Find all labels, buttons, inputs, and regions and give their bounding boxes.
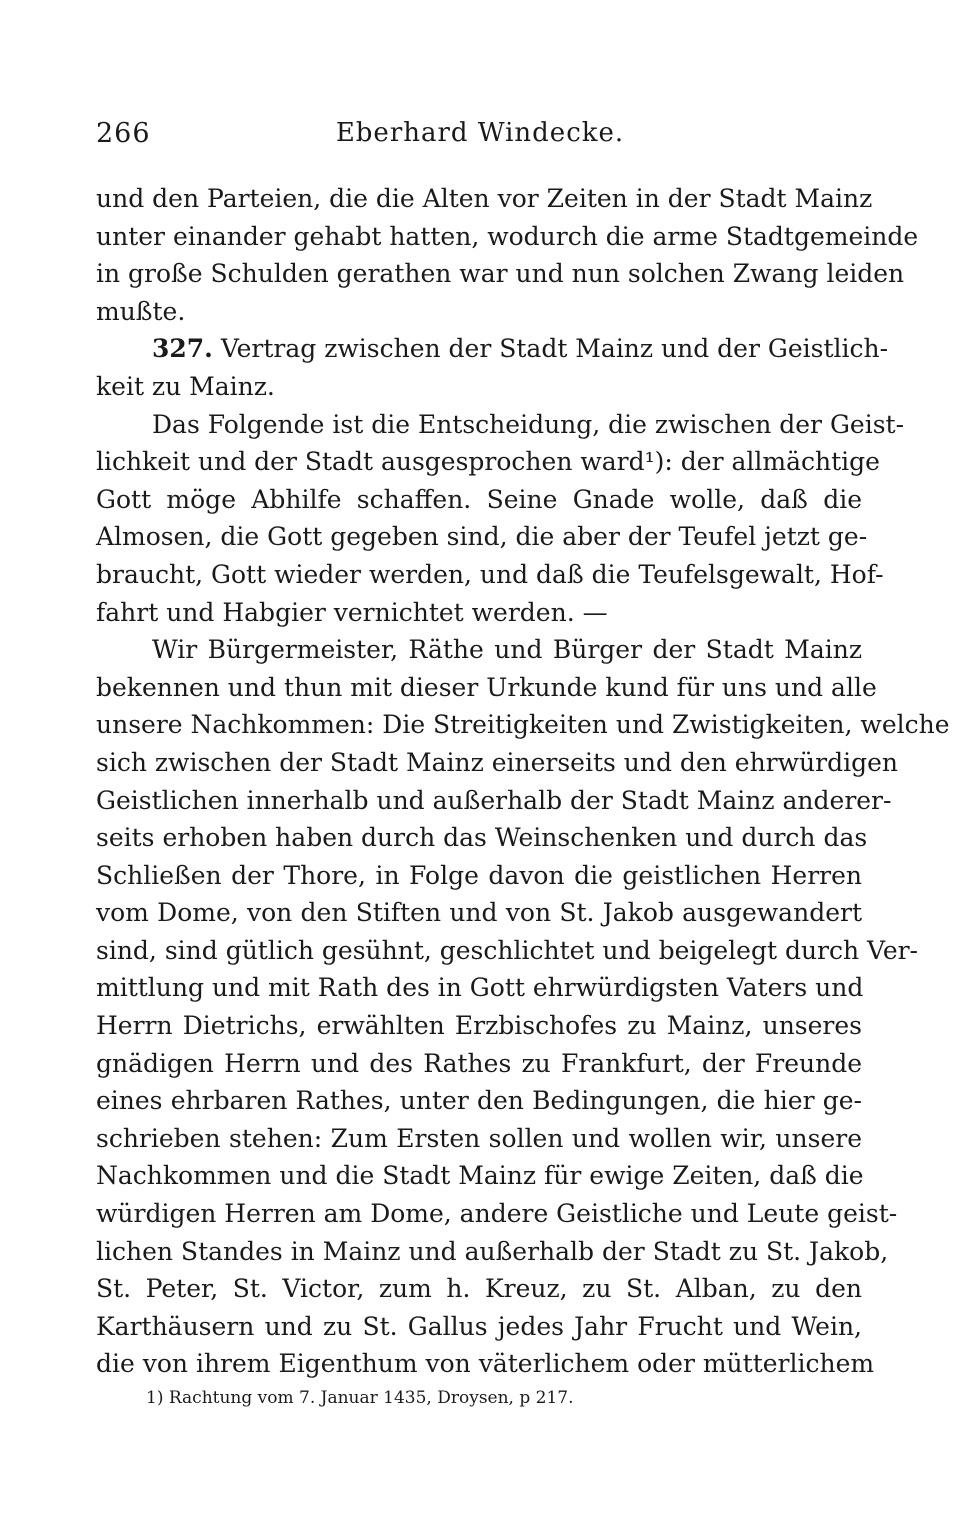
text-line: bekennen und thun mit dieser Urkunde kund für uns und alle	[96, 672, 877, 702]
text-line: fahrt und Habgier vernichtet werden. —	[96, 597, 608, 627]
text-line: Wir Bürgermeister, Räthe und Bürger der Stadt Mainz	[152, 635, 862, 665]
page-number: 266	[96, 118, 151, 149]
text-line: lichen Standes in Mainz und außerhalb der Stadt zu St. Jakob,	[96, 1236, 889, 1266]
text-line: mußte.	[96, 296, 186, 326]
text-line: Herrn Dietrichs, erwählten Erzbischofes zu Mainz, unseres	[96, 1011, 862, 1041]
text-line: gnädigen Herrn und des Rathes zu Frankfurt, der Freunde	[96, 1048, 862, 1078]
body-text	[96, 180, 950, 1383]
running-title: Eberhard Windecke.	[335, 118, 625, 148]
text-line: sind, sind gütlich gesühnt, geschlichtet und beigelegt durch Ver-	[96, 935, 919, 965]
text-line: unsere Nachkommen: Die Streitigkeiten und Zwistigkeiten, welche	[96, 710, 950, 740]
text-line: braucht, Gott wieder werden, und daß die Teufelsgewalt, Hof-	[96, 559, 884, 589]
text-line: unter einander gehabt hatten, wodurch die arme Stadtgemeinde	[96, 221, 919, 251]
page-header	[96, 118, 864, 158]
section-number: 327.	[152, 334, 213, 364]
text-line: Gott möge Abhilfe schaffen. Seine Gnade wolle, daß die	[96, 484, 862, 514]
section-heading-line: keit zu Mainz.	[96, 371, 275, 401]
text-line: Almosen, die Gott gegeben sind, die aber der Teufel jetzt ge-	[96, 522, 868, 552]
text-line: St. Peter, St. Victor, zum h. Kreuz, zu St. Alban, zu den	[96, 1274, 862, 1304]
text-line: seits erhoben haben durch das Weinschenken und durch das	[96, 823, 868, 853]
text-line: Das Folgende ist die Entscheidung, die zwischen der Geist-	[152, 409, 905, 439]
text-line: Schließen der Thore, in Folge davon die geistlichen Herren	[96, 860, 862, 890]
section-heading-line	[96, 330, 889, 368]
text-line: die von ihrem Eigenthum von väterlichem oder mütterlichem	[96, 1349, 875, 1379]
text-line: Nachkommen und die Stadt Mainz für ewige Zeiten, daß die	[96, 1161, 864, 1191]
footnote: 1) Rachtung vom 7. Januar 1435, Droysen, p 217.	[146, 1388, 574, 1408]
text-line: in große Schulden gerathen war und nun solchen Zwang leiden	[96, 259, 905, 289]
text-line: mittlung und mit Rath des in Gott ehrwürdigsten Vaters und	[96, 973, 864, 1003]
section-heading: Vertrag zwischen der Stadt Mainz und der Geistlich-	[220, 334, 889, 364]
text-line: sich zwischen der Stadt Mainz einerseits und den ehrwürdigen	[96, 747, 898, 777]
text-line: und den Parteien, die die Alten vor Zeiten in der Stadt Mainz	[96, 184, 873, 213]
text-line: Geistlichen innerhalb und außerhalb der Stadt Mainz anderer-	[96, 785, 892, 815]
text-line: lichkeit und der Stadt ausgesprochen ward¹): der allmächtige	[96, 447, 880, 477]
text-line: vom Dome, von den Stiften und von St. Jakob ausgewandert	[96, 898, 862, 928]
text-line: schrieben stehen: Zum Ersten sollen und wollen wir, unsere	[96, 1123, 862, 1153]
text-line: würdigen Herren am Dome, andere Geistliche und Leute geist-	[96, 1199, 898, 1229]
text-line: Karthäusern und zu St. Gallus jedes Jahr Frucht und Wein,	[96, 1311, 862, 1341]
text-line: eines ehrbaren Rathes, unter den Bedingungen, die hier ge-	[96, 1086, 862, 1116]
